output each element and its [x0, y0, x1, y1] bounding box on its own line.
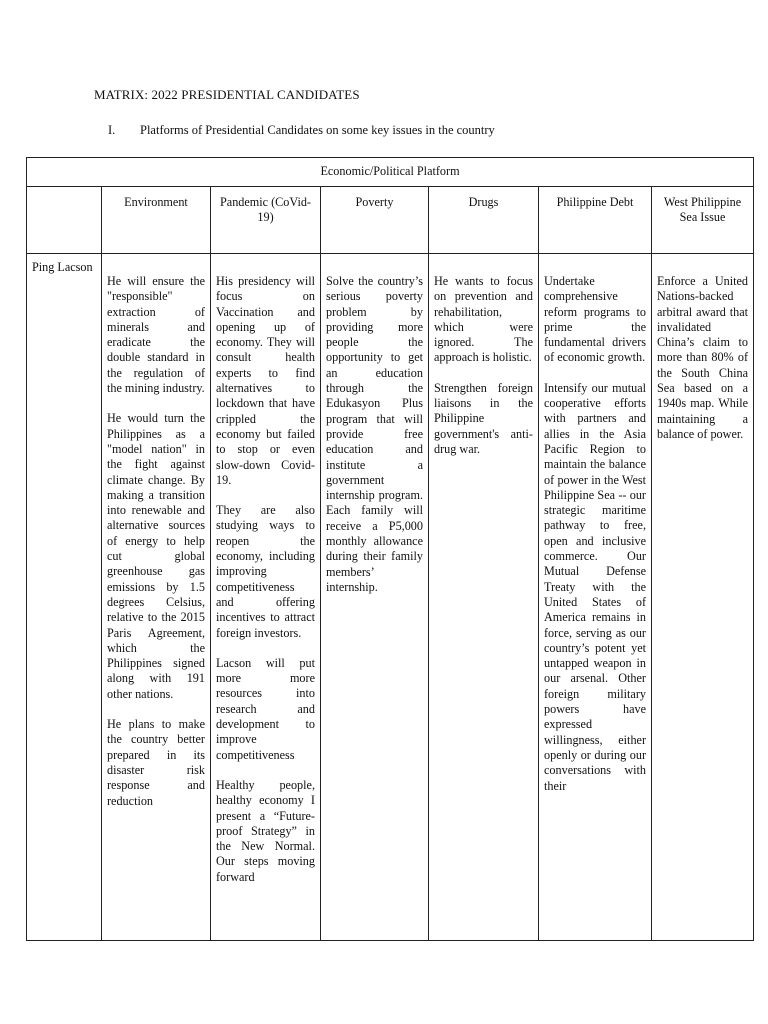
- cell-paragraph: He would turn the Philippines as a "model nation" in the fight against climate change. By making a transition into renewable and alternative sources of energy to help cut global greenhouse gas emissions by 1.5 degrees Celsius, relative to the 2015 Paris Agreement, which the Philippines signed along with 191 other nations.: [107, 411, 205, 701]
- cell-environment: [102, 254, 211, 941]
- cell-paragraph: He wants to focus on prevention and rehabilitation, which were ignored. The approach is holistic.: [434, 274, 533, 365]
- platform-matrix-table: [26, 157, 754, 941]
- cell-paragraph: They are also studying ways to reopen the economy, including improving competitiveness and offering incentives to attract foreign investors.: [216, 503, 315, 640]
- column-header-drugs: Drugs: [429, 187, 539, 254]
- candidate-row: [27, 254, 754, 941]
- column-header-row: [27, 187, 754, 254]
- column-header-poverty: Poverty: [321, 187, 429, 254]
- document-title: MATRIX: 2022 PRESIDENTIAL CANDIDATES: [94, 87, 360, 102]
- cell-pandemic: [211, 254, 321, 941]
- column-header-environment: Environment: [102, 187, 211, 254]
- column-header-pandemic: Pandemic (CoVid-19): [211, 187, 321, 254]
- section-number: I.: [108, 123, 116, 137]
- cell-wps: [652, 254, 754, 941]
- cell-paragraph: Strengthen foreign liaisons in the Philippine government's anti-drug war.: [434, 380, 533, 456]
- candidate-name: Ping Lacson: [27, 254, 102, 941]
- section-title: Platforms of Presidential Candidates on some key issues in the country: [140, 123, 495, 137]
- cell-paragraph: Solve the country’s serious poverty problem by providing more people the opportunity to get an education through the Edukasyon Plus program that will provide free education and institute a government internship program. Each family will receive a P5,000 monthly allowance during their family members’ internship.: [326, 274, 423, 594]
- platform-header: Economic/Political Platform: [27, 158, 754, 187]
- cell-paragraph: Lacson will put more more resources into research and development to improve competitiveness: [216, 655, 315, 762]
- column-header-debt: Philippine Debt: [539, 187, 652, 254]
- cell-paragraph: Healthy people, healthy economy I present a “Future-proof Strategy” in the New Normal. Our steps moving forward: [216, 777, 315, 884]
- cell-paragraph: He will ensure the "responsible" extraction of minerals and eradicate the double standard in the regulation of the mining industry.: [107, 274, 205, 396]
- cell-debt: [539, 254, 652, 941]
- cell-paragraph: Intensify our mutual cooperative efforts with partners and allies in the Asia Pacific Region to maintain the balance of power in the West Philippine Sea -- our strategic maritime pathway to free, open and inclusive commerce. Our Mutual Defense Treaty with the United States of America remains in force, serving as our country’s potent yet untapped weapon in our arsenal. Other foreign military powers have expressed willingness, either openly or during our conversations with their: [544, 380, 646, 793]
- cell-paragraph: He plans to make the country better prepared in its disaster risk response and reduction: [107, 717, 205, 808]
- cell-paragraph: Enforce a United Nations-backed arbitral award that invalidated China’s claim to more than 80% of the South China Sea based on a 1940s map. While maintaining a balance of power.: [657, 274, 749, 441]
- cell-poverty: [321, 254, 429, 941]
- section-heading: [108, 123, 495, 138]
- cell-paragraph: Undertake comprehensive reform programs to prime the fundamental drivers of economic growth.: [544, 274, 646, 365]
- cell-paragraph: His presidency will focus on Vaccination and opening up of economy. They will consult health experts to find alternatives to lockdown that have crippled the economy but failed to stop or even slow-down Covid-19.: [216, 274, 315, 487]
- cell-drugs: [429, 254, 539, 941]
- column-header-blank: [27, 187, 102, 254]
- column-header-wps: West Philippine Sea Issue: [652, 187, 754, 254]
